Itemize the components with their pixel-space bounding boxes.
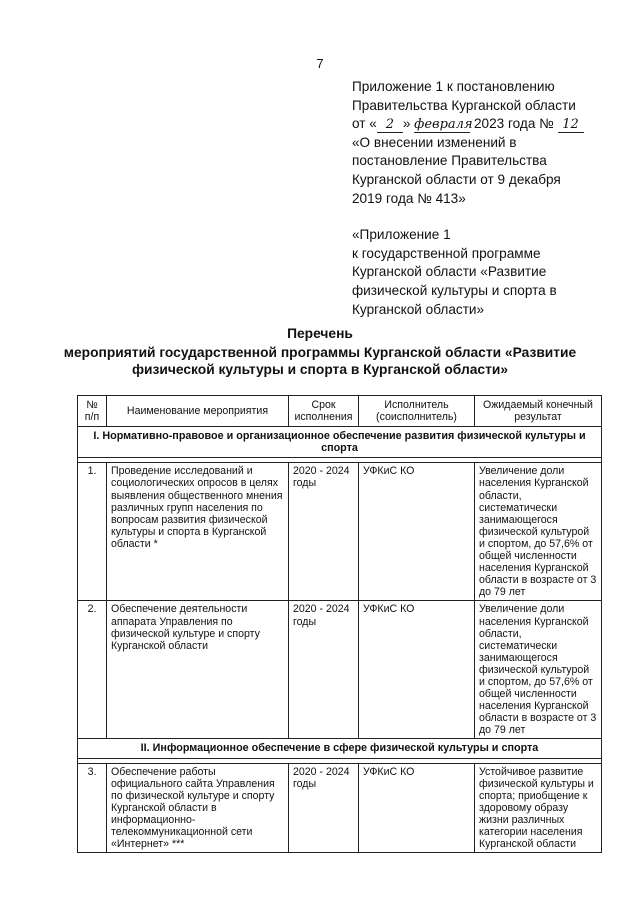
appendix-header xyxy=(352,78,622,319)
table-row xyxy=(78,601,602,739)
appendix-line-2: Правительства Курганской области xyxy=(352,97,576,113)
title-line-1: Перечень xyxy=(287,326,353,341)
handwritten-number: 12 xyxy=(558,118,584,133)
row-name: Обеспечение деятельности аппарата Управления по физической культуре и спорту Курганской области xyxy=(107,601,289,739)
handwritten-month: февраля xyxy=(414,117,473,133)
row-num: 1. xyxy=(78,463,107,601)
table-row xyxy=(78,763,602,853)
section-row xyxy=(78,427,602,458)
row-term: 2020 - 2024 годы xyxy=(289,601,359,739)
row-num: 2. xyxy=(78,601,107,739)
row-executor: УФКиС КО xyxy=(359,763,475,853)
sub-appendix-line-2: к государственной программе xyxy=(352,245,541,261)
page-number: 7 xyxy=(316,56,324,71)
title-line-2: мероприятий государственной программы Курганской области «Развитие xyxy=(63,344,577,360)
table-header-row xyxy=(78,396,602,427)
appendix-line-1: Приложение 1 к постановлению xyxy=(352,79,555,94)
row-executor: УФКиС КО xyxy=(359,463,475,601)
appendix-line-6: Курганской области от 9 декабря xyxy=(352,171,561,187)
section-title: I. Нормативно-правовое и организационное обеспечение развития физической культуры и спорта xyxy=(78,427,602,458)
section-row xyxy=(78,739,602,758)
sub-appendix-line-1: «Приложение 1 xyxy=(352,227,451,243)
row-name: Проведение исследований и социологических опросов в целях выявления общественного мнения различных групп населения по вопросам развития физической культуры и спорта в Курганской области * xyxy=(107,463,289,601)
sub-appendix-line-3: Курганской области «Развитие xyxy=(352,264,547,280)
sub-appendix-line-5: Курганской области» xyxy=(352,301,485,317)
appendix-line-7: 2019 года № 413» xyxy=(352,190,466,206)
date-mid: » xyxy=(402,116,411,132)
appendix-line-4: «О внесении изменений в xyxy=(352,134,517,150)
appendix-line-5: постановление Правительства xyxy=(352,153,547,169)
handwritten-day: 2 xyxy=(377,118,403,133)
row-name: Обеспечение работы официального сайта Управления по физической культуре и спорту Курганской области в информационно-телекоммуникационной сети «Интернет» *** xyxy=(107,763,289,853)
row-result: Устойчивое развитие физической культуры и спорта; приобщение к здоровому образу жизни различных категории населения Курганской области xyxy=(475,763,602,853)
row-term: 2020 - 2024 годы xyxy=(289,763,359,853)
row-num: 3. xyxy=(78,763,107,853)
date-suffix: 2023 года № xyxy=(473,116,554,132)
header-term: Срок исполнения xyxy=(289,396,359,427)
header-executor: Исполнитель (соисполнитель) xyxy=(359,396,475,427)
table-row xyxy=(78,463,602,601)
header-num: № п/п xyxy=(78,396,107,427)
date-prefix: от « xyxy=(352,116,377,132)
document-title xyxy=(20,325,620,379)
header-result: Ожидаемый конечный результат xyxy=(475,396,602,427)
measures-table xyxy=(77,395,602,853)
appendix-date-line xyxy=(352,115,622,134)
title-line-3: физической культуры и спорта в Курганской области» xyxy=(131,362,509,377)
row-result: Увеличение доли населения Курганской области, систематически занимающегося физической культурой и спортом, до 57,6% от общей численности населения Курганской области в возрасте от 3 до 79 лет xyxy=(475,601,602,739)
row-executor: УФКиС КО xyxy=(359,601,475,739)
header-name: Наименование мероприятия xyxy=(107,396,289,427)
row-term: 2020 - 2024 годы xyxy=(289,463,359,601)
row-result: Увеличение доли населения Курганской области, систематически занимающегося физической культурой и спортом, до 57,6% от общей численности населения Курганской области в возрасте от 3 до 79 лет xyxy=(475,463,602,601)
sub-appendix-line-4: физической культуры и спорта в xyxy=(352,282,557,298)
section-title: II. Информационное обеспечение в сфере физической культуры и спорта xyxy=(78,739,602,758)
